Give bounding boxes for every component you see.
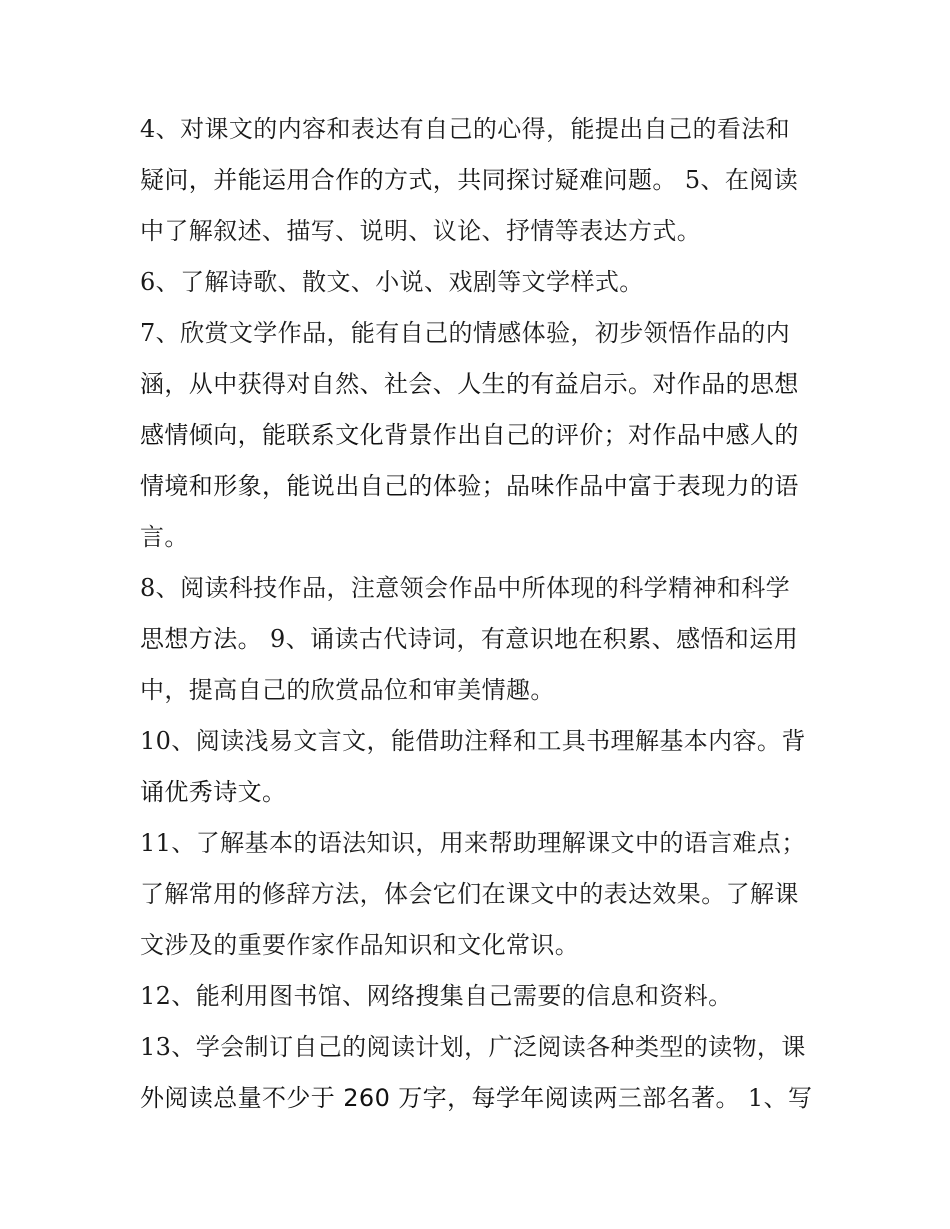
text-line (140, 359, 820, 410)
text-span: 文涉及的重要作家作品知识和文化常识。 (140, 931, 580, 959)
text-line (140, 767, 820, 818)
text-span: 了解常用的修辞方法，体会它们在课文中的表达效果。了解课 (140, 880, 799, 908)
text-span: 思想方法。 (140, 625, 262, 653)
text-span: 中了解叙述、描写、说明、议论、抒情等表达方式。 (140, 217, 702, 245)
text-line (140, 257, 820, 308)
text-span: 情境和形象，能说出自己的体验；品味作品中富于表现力的语 (140, 472, 799, 500)
text-line (140, 155, 820, 206)
text-span: 11、了解基本的语法知识，用来帮助理解课文中的语言难点； (140, 829, 806, 857)
text-span: 涵，从中获得对自然、社会、人生的有益启示。对作品的思想 (140, 370, 799, 398)
text-line (140, 512, 820, 563)
text-line (140, 920, 820, 971)
text-line (140, 308, 820, 359)
text-span: 10、阅读浅易文言文，能借助注释和工具书理解基本内容。背 (140, 727, 806, 755)
text-line (140, 614, 820, 665)
text-span: 疑问，并能运用合作的方式，共同探讨疑难问题。 (140, 166, 677, 194)
text-line (140, 716, 820, 767)
text-line (140, 410, 820, 461)
text-span: 6、了解诗歌、散文、小说、戏剧等文学样式。 (140, 268, 644, 296)
text-span: 4、对课文的内容和表达有自己的心得，能提出自己的看法和 (140, 115, 791, 143)
text-line (140, 104, 820, 155)
document-body (140, 104, 820, 1124)
text-span: 中，提高自己的欣赏品位和审美情趣。 (140, 676, 555, 704)
text-line (140, 1073, 820, 1124)
text-line (140, 461, 820, 512)
text-span: 感情倾向，能联系文化背景作出自己的评价；对作品中感人的 (140, 421, 799, 449)
text-span: 7、欣赏文学作品，能有自己的情感体验，初步领悟作品的内 (140, 319, 791, 347)
text-line (140, 818, 820, 869)
text-line (140, 1022, 820, 1073)
text-span: 9、诵读古代诗词，有意识地在积累、感悟和运用 (262, 625, 799, 653)
text-span: 言。 (140, 523, 189, 551)
text-line (140, 665, 820, 716)
text-span: 外阅读总量不少于 260 万字，每学年阅读两三部名著。 (140, 1084, 740, 1112)
text-line (140, 971, 820, 1022)
text-line (140, 869, 820, 920)
text-line (140, 206, 820, 257)
text-span: 5、在阅读 (676, 166, 799, 194)
text-span: 13、学会制订自己的阅读计划，广泛阅读各种类型的读物，课 (140, 1033, 806, 1061)
text-line (140, 563, 820, 614)
text-span: 1、写 (739, 1084, 813, 1112)
text-span: 8、阅读科技作品，注意领会作品中所体现的科学精神和科学 (140, 574, 791, 602)
text-span: 12、能利用图书馆、网络搜集自己需要的信息和资料。 (140, 982, 733, 1010)
text-span: 诵优秀诗文。 (140, 778, 287, 806)
